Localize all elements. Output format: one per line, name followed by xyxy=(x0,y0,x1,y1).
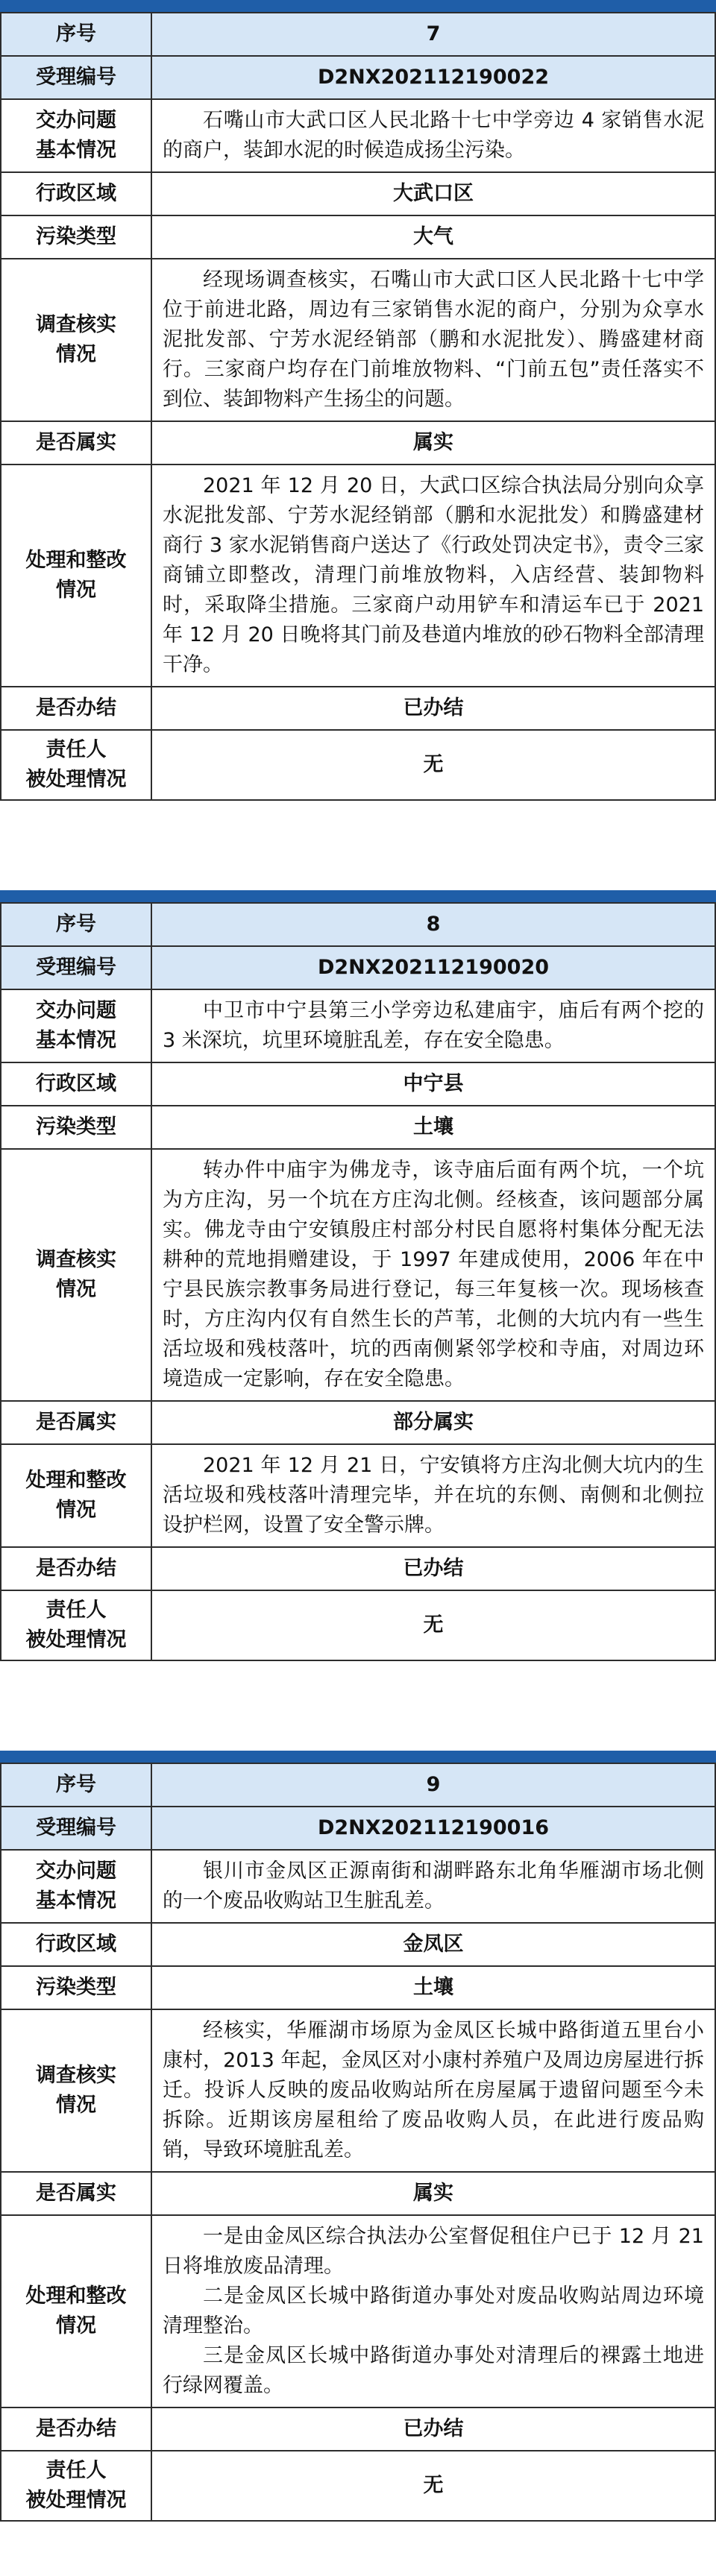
responsible-label-line: 责任人 xyxy=(45,1599,107,1622)
is-true-row xyxy=(1,1401,715,1444)
case-card xyxy=(0,0,716,801)
accept-no-label: 受理编号 xyxy=(1,56,151,99)
seq-label: 序号 xyxy=(1,13,151,56)
investigation-label-line: 情况 xyxy=(56,2094,96,2117)
seq-row xyxy=(1,13,715,56)
issue-label-line: 交办问题 xyxy=(36,999,116,1022)
issue-value xyxy=(151,989,715,1062)
region-label: 行政区域 xyxy=(1,1923,151,1966)
handling-paragraph: 一是由金凤区综合执法办公室督促租住户已于 12 月 21 日将堆放废品清理。 xyxy=(163,2225,704,2278)
issue-label-line: 交办问题 xyxy=(36,109,116,132)
responsible-row xyxy=(1,730,715,800)
investigation-paragraph: 经核实，华雁湖市场原为金凤区长城中路街道五里台小康村，2013 年起，金凤区对小康村养殖户及周边房屋进行拆迁。投诉人反映的废品收购站所在房屋属于遗留问题至今未拆除。近期该房屋租给了废品收购人员，在此进行废品购销，导致环境脏乱差。 xyxy=(163,2019,704,2161)
accept-no-value: D2NX202112190022 xyxy=(151,56,715,99)
case-card xyxy=(0,890,716,1661)
seq-value: 8 xyxy=(151,903,715,946)
responsible-value: 无 xyxy=(151,2451,715,2521)
handling-label xyxy=(1,465,151,687)
is-true-row xyxy=(1,2172,715,2215)
responsible-value: 无 xyxy=(151,1590,715,1660)
region-label: 行政区域 xyxy=(1,1062,151,1106)
pollution-type-value: 土壤 xyxy=(151,1966,715,2009)
handling-label-line: 情况 xyxy=(56,2314,96,2337)
responsible-label-line: 责任人 xyxy=(45,2459,107,2482)
seq-label: 序号 xyxy=(1,903,151,946)
investigation-row xyxy=(1,259,715,421)
is-true-value: 属实 xyxy=(151,421,715,465)
region-row xyxy=(1,1923,715,1966)
investigation-label-line: 情况 xyxy=(56,1278,96,1301)
handling-paragraph: 2021 年 12 月 20 日，大武口区综合执法局分别向众享水泥批发部、宁芳水泥经销部（鹏和水泥批发）和腾盛建材商行 3 家水泥销售商户送达了《行政处罚决定书》，责令三家商铺立即整改，清理门前堆放物料，入店经营、装卸物料时，采取降尘措施。三家商户动用铲车和清运车已于 2021 年 12 月 20 日晚将其门前及巷道内堆放的砂石物料全部清理干净。 xyxy=(163,474,704,676)
accept-no-row xyxy=(1,946,715,989)
investigation-label-line: 调查核实 xyxy=(36,313,116,336)
is-true-label: 是否属实 xyxy=(1,2172,151,2215)
handling-paragraph: 2021 年 12 月 21 日，宁安镇将方庄沟北侧大坑内的生活垃圾和残枝落叶清理完毕，并在坑的东侧、南侧和北侧拉设护栏网，设置了安全警示牌。 xyxy=(163,1454,704,1537)
handling-value xyxy=(151,465,715,687)
accept-no-row xyxy=(1,1807,715,1850)
responsible-label xyxy=(1,1590,151,1660)
is-done-value: 已办结 xyxy=(151,687,715,730)
case-card xyxy=(0,1751,716,2522)
investigation-paragraph: 转办件中庙宇为佛龙寺，该寺庙后面有两个坑，一个坑为方庄沟，另一个坑在方庄沟北侧。经核查，该问题部分属实。佛龙寺由宁安镇殷庄村部分村民自愿将村集体分配无法耕种的荒地捐赠建设，于 1997 年建成使用，2006 年在中宁县民族宗教事务局进行登记，每三年复核一次。现场核查时，方庄沟内仅有自然生长的芦苇，北侧的大坑内有一些生活垃圾和残枝落叶，坑的西南侧紧邻学校和寺庙，对周边环境造成一定影响，存在安全隐患。 xyxy=(163,1159,704,1391)
investigation-label-line: 调查核实 xyxy=(36,1248,116,1271)
responsible-label-line: 被处理情况 xyxy=(25,768,127,791)
pollution-type-row xyxy=(1,1106,715,1149)
region-label: 行政区域 xyxy=(1,172,151,215)
investigation-label-line: 调查核实 xyxy=(36,2064,116,2087)
is-true-label: 是否属实 xyxy=(1,421,151,465)
issue-paragraph: 中卫市中宁县第三小学旁边私建庙宇，庙后有两个挖的 3 米深坑，坑里环境脏乱差，存在安全隐患。 xyxy=(163,999,704,1052)
is-done-label: 是否办结 xyxy=(1,1547,151,1590)
pollution-type-label: 污染类型 xyxy=(1,215,151,259)
pollution-type-row xyxy=(1,215,715,259)
region-value: 大武口区 xyxy=(151,172,715,215)
pollution-type-value: 土壤 xyxy=(151,1106,715,1149)
issue-value xyxy=(151,99,715,172)
accept-no-value: D2NX202112190016 xyxy=(151,1807,715,1850)
responsible-label-line: 被处理情况 xyxy=(25,1628,127,1651)
seq-value: 9 xyxy=(151,1763,715,1807)
investigation-row xyxy=(1,2009,715,2172)
issue-label-line: 基本情况 xyxy=(36,139,116,162)
region-value: 中宁县 xyxy=(151,1062,715,1106)
issue-label xyxy=(1,989,151,1062)
handling-label-line: 情况 xyxy=(56,579,96,602)
is-true-value: 属实 xyxy=(151,2172,715,2215)
is-done-row xyxy=(1,2407,715,2451)
accept-no-label: 受理编号 xyxy=(1,1807,151,1850)
investigation-paragraph: 经现场调查核实，石嘴山市大武口区人民北路十七中学位于前进北路，周边有三家销售水泥的商户，分别为众享水泥批发部、宁芳水泥经销部（鹏和水泥批发）、腾盛建材商行。三家商户均存在门前堆放物料、“门前五包”责任落实不到位、装卸物料产生扬尘的问题。 xyxy=(163,268,704,411)
issue-label xyxy=(1,99,151,172)
issue-label-line: 基本情况 xyxy=(36,1889,116,1912)
responsible-label xyxy=(1,2451,151,2521)
region-row xyxy=(1,172,715,215)
investigation-label xyxy=(1,1149,151,1401)
handling-value xyxy=(151,2215,715,2407)
issue-row xyxy=(1,1850,715,1923)
investigation-label-line: 情况 xyxy=(56,343,96,366)
is-true-label: 是否属实 xyxy=(1,1401,151,1444)
handling-label-line: 情况 xyxy=(56,1499,96,1522)
is-done-label: 是否办结 xyxy=(1,687,151,730)
is-true-value: 部分属实 xyxy=(151,1401,715,1444)
issue-paragraph: 银川市金凤区正源南街和湖畔路东北角华雁湖市场北侧的一个废品收购站卫生脏乱差。 xyxy=(163,1859,704,1912)
investigation-label xyxy=(1,259,151,421)
pollution-type-row xyxy=(1,1966,715,2009)
issue-row xyxy=(1,989,715,1062)
region-row xyxy=(1,1062,715,1106)
issue-label xyxy=(1,1850,151,1923)
is-done-value: 已办结 xyxy=(151,2407,715,2451)
handling-paragraph: 三是金凤区长城中路街道办事处对清理后的裸露土地进行绿网覆盖。 xyxy=(163,2344,704,2397)
handling-row xyxy=(1,1444,715,1547)
is-done-label: 是否办结 xyxy=(1,2407,151,2451)
card-top-bar xyxy=(0,1751,716,1763)
responsible-label-line: 被处理情况 xyxy=(25,2489,127,2512)
is-done-row xyxy=(1,1547,715,1590)
handling-label-line: 处理和整改 xyxy=(25,2284,127,2308)
responsible-row xyxy=(1,2451,715,2521)
case-table xyxy=(0,1763,716,2522)
is-true-row xyxy=(1,421,715,465)
card-separator xyxy=(0,801,716,890)
investigation-label xyxy=(1,2009,151,2172)
card-top-bar xyxy=(0,890,716,902)
seq-row xyxy=(1,903,715,946)
issue-value xyxy=(151,1850,715,1923)
investigation-value xyxy=(151,2009,715,2172)
seq-label: 序号 xyxy=(1,1763,151,1807)
region-value: 金凤区 xyxy=(151,1923,715,1966)
accept-no-value: D2NX202112190020 xyxy=(151,946,715,989)
pollution-type-label: 污染类型 xyxy=(1,1966,151,2009)
handling-label-line: 处理和整改 xyxy=(25,1469,127,1492)
issue-label-line: 交办问题 xyxy=(36,1859,116,1883)
investigation-row xyxy=(1,1149,715,1401)
accept-no-label: 受理编号 xyxy=(1,946,151,989)
accept-no-row xyxy=(1,56,715,99)
investigation-value xyxy=(151,259,715,421)
card-separator xyxy=(0,1661,716,1751)
handling-row xyxy=(1,465,715,687)
seq-row xyxy=(1,1763,715,1807)
issue-label-line: 基本情况 xyxy=(36,1029,116,1052)
handling-label xyxy=(1,1444,151,1547)
handling-row xyxy=(1,2215,715,2407)
pollution-type-value: 大气 xyxy=(151,215,715,259)
case-table xyxy=(0,902,716,1661)
card-top-bar xyxy=(0,0,716,12)
handling-label-line: 处理和整改 xyxy=(25,549,127,572)
handling-value xyxy=(151,1444,715,1547)
handling-paragraph: 二是金凤区长城中路街道办事处对废品收购站周边环境清理整治。 xyxy=(163,2284,704,2337)
issue-row xyxy=(1,99,715,172)
responsible-value: 无 xyxy=(151,730,715,800)
responsible-label-line: 责任人 xyxy=(45,738,107,761)
issue-paragraph: 石嘴山市大武口区人民北路十七中学旁边 4 家销售水泥的商户，装卸水泥的时候造成扬尘污染。 xyxy=(163,109,704,162)
case-table xyxy=(0,12,716,801)
is-done-value: 已办结 xyxy=(151,1547,715,1590)
seq-value: 7 xyxy=(151,13,715,56)
responsible-label xyxy=(1,730,151,800)
investigation-value xyxy=(151,1149,715,1401)
handling-label xyxy=(1,2215,151,2407)
is-done-row xyxy=(1,687,715,730)
responsible-row xyxy=(1,1590,715,1660)
pollution-type-label: 污染类型 xyxy=(1,1106,151,1149)
